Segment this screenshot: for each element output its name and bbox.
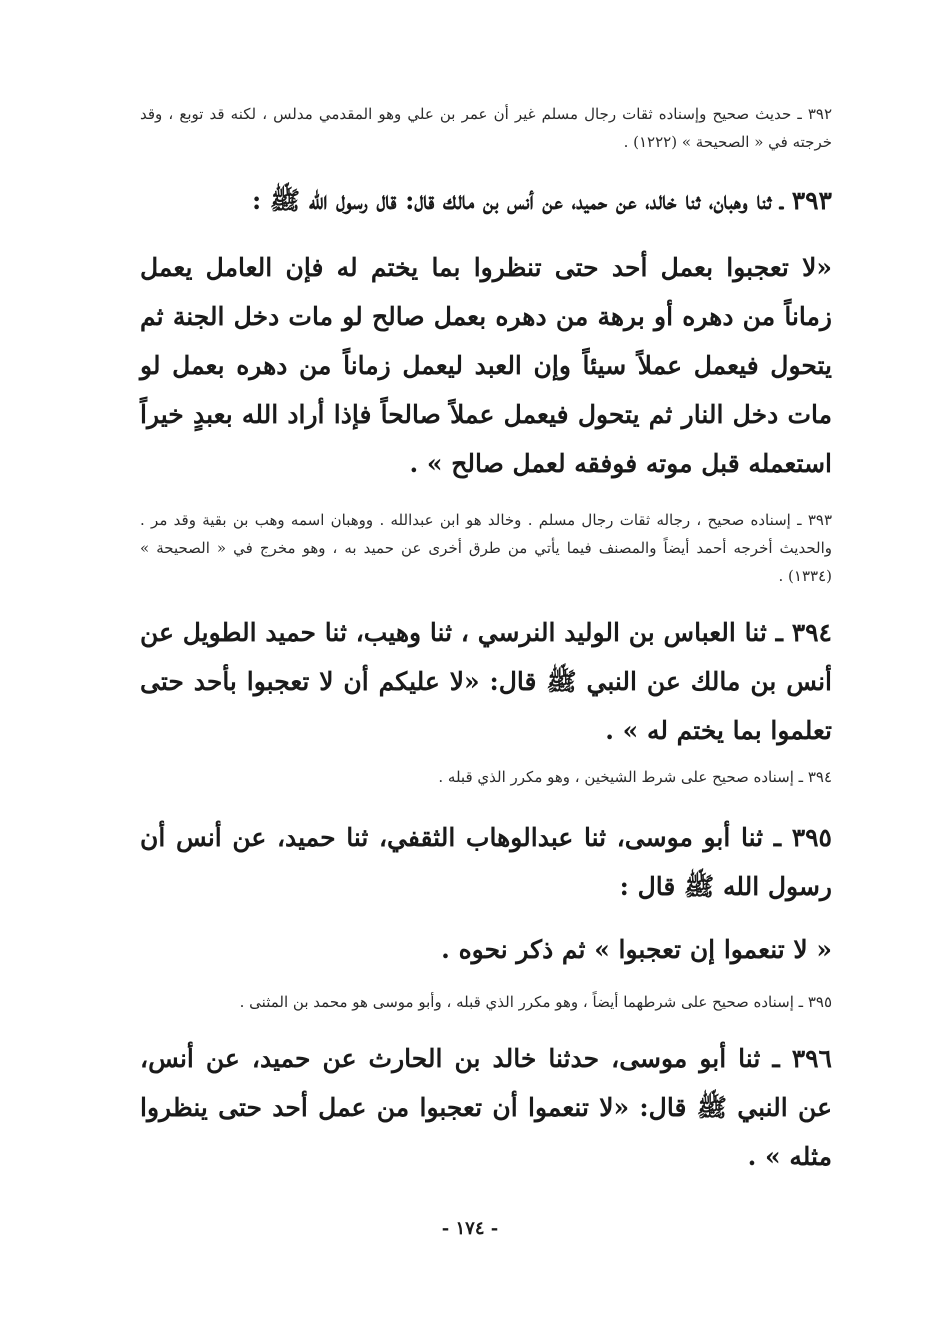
page-number: - ١٧٤ - [441, 1218, 499, 1239]
footnote-392: ٣٩٢ ـ حديث صحيح وإسناده ثقات رجال مسلم غير أن عمر بن علي وهو المقدمي مدلس ، لكنه قد توبع ، وقد خرجته في « الصحيحة » (١٢٢٢) . [140, 105, 832, 151]
hadith-396: ٣٩٦ ـ ثنا أبو موسى، حدثنا خالد بن الحارث عن حميد، عن أنس، عن النبي ﷺ قال: «لا تنعموا أن تعجبوا من عمل أحد حتى ينظروا مثله » . [140, 1044, 832, 1171]
hadith-395-text: « لا تنعموا إن تعجبوا » ثم ذكر نحوه . [441, 935, 832, 964]
footnote-394: ٣٩٤ ـ إسناده صحيح على شرط الشيخين ، وهو مكرر الذي قبله . [438, 768, 832, 786]
footnote-395: ٣٩٥ ـ إسناده صحيح على شرطهما أيضاً ، وهو مكرر الذي قبله ، وأبو موسى هو محمد بن المثنى . [239, 993, 832, 1011]
hadith-394: ٣٩٤ ـ ثنا العباس بن الوليد النرسي ، ثنا وهيب، ثنا حميد الطويل عن أنس بن مالك عن النبي ﷺ قال: «لا عليكم أن لا تعجبوا بأحد حتى تعلموا بما يختم له » . [140, 618, 832, 745]
footnote-393: ٣٩٣ ـ إسناده صحيح ، رجاله ثقات رجال مسلم . وخالد هو ابن عبدالله . ووهبان اسمه وهب بن بقية وقد مر . والحديث أخرجه أحمد أيضاً والمصنف فيما يأتي من طرق أخرى عن حميد به ، وهو مخرج في « الصحيحة » (١٣٣٤) . [140, 511, 832, 585]
hadith-393-isnad: ٣٩٣ ـ ثنا وهبان، ثنا خالد، عن حميد، عن أنس بن مالك قال: قال رسول الله ﷺ : [251, 186, 832, 215]
page-body [140, 100, 832, 1181]
hadith-393-text: «لا تعجبوا بعمل أحد حتى تنظروا بما يختم له فإن العامل يعمل زماناً من دهره أو برهة من دهره بعمل صالح لو مات دخل الجنة ثم يتحول فيعمل عملاً سيئاً وإن العبد ليعمل زماناً من دهره بعمل لو مات دخل النار ثم يتحول فيعمل عملاً صالحاً فإذا أراد الله بعبدٍ خيراً استعمله قبل موته فوفقه لعمل صالح » . [140, 253, 832, 478]
hadith-395-isnad: ٣٩٥ ـ ثنا أبو موسى، ثنا عبدالوهاب الثقفي، ثنا حميد، عن أنس أن رسول الله ﷺ قال : [140, 823, 832, 901]
